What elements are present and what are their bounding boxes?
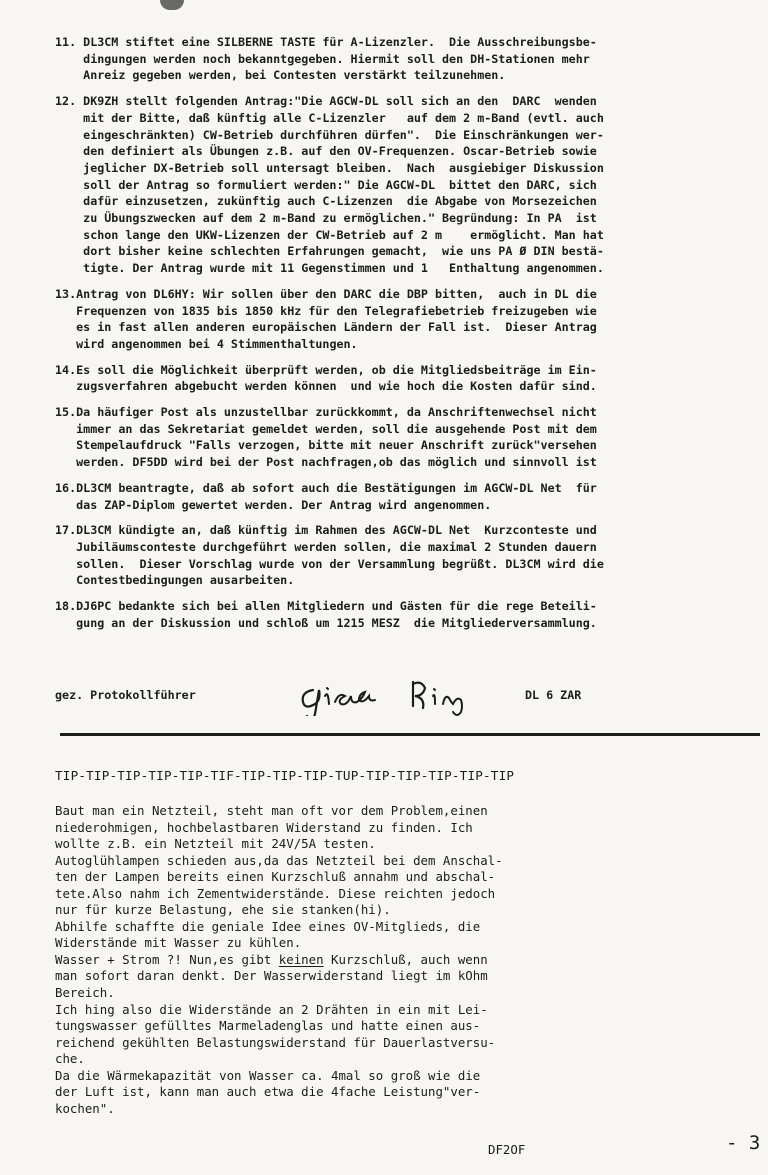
tip-text-line: Abhilfe schaffte die geniale Idee eines OV-Mitglieds, die [55,918,481,934]
protocol-item [55,522,737,589]
page-number: - 3 [726,1132,761,1154]
item-text-line: Contestbedingungen ausarbeiten. [76,573,295,588]
tip-text-line: Widerstände mit Wasser zu kühlen. [55,935,302,951]
item-text-line: Anreiz gegeben werden, bei Contesten verstärkt teilzunehmen. [83,68,506,83]
item-text-line: mit der Bitte, daß künftig alle C-Lizenzler auf dem 2 m-Band (evtl. auch [83,110,604,125]
tip-text-line: Ich hing also die Widerstände an 2 Drähten in ein mit Lei- [55,1001,488,1017]
item-text-line: es in fast allen anderen europäischen Ländern der Fall ist. Dieser Antrag [76,320,597,335]
item-text-line: dort bisher keine schlechten Erfahrungen gemacht, wie uns PA Ø DIN bestä- [83,244,604,259]
tip-text-fragment: Wasser + Strom ?! Nun,es gibt [55,951,279,967]
item-text-line: immer an das Sekretariat gemeldet werden, soll die ausgehende Post mit dem [76,421,597,436]
item-text-line: DJ6PC bedankte sich bei allen Mitgliedern und Gästen für die rege Beteili- [76,599,597,614]
item-number: 18. [55,599,77,614]
tip-text-line: niederohmigen, hochbelastbaren Widerstand zu finden. Ich [55,819,473,835]
signature-row [55,676,737,716]
item-text-line: Antrag von DL6HY: Wir sollen über den DARC die DBP bitten, auch in DL die [76,286,597,301]
tip-text-line: tete.Also nahm ich Zementwiderstände. Diese reichten jedoch [55,885,496,901]
item-text-line: den definiert als Übungen z.B. auf den OV-Frequenzen. Oscar-Betrieb sowie [83,144,597,159]
tip-text-line: man sofort daran denkt. Der Wasserwiderstand liegt im kOhm [55,968,488,984]
underlined-word: keinen [278,951,324,967]
article-author: DF2OF [488,1142,526,1157]
tip-text-line: Da die Wärmekapazität von Wasser ca. 4mal so groß wie die [55,1067,481,1083]
item-number: 14. [55,362,77,377]
tip-text-line: Autoglühlampen schieden aus,da das Netzteil bei dem Anschal- [55,852,503,868]
item-text-line: das ZAP-Diplom gewertet werden. Der Antrag wird angenommen. [76,497,492,512]
tip-text-line: wollte z.B. ein Netzteil mit 24V/5A testen. [55,836,376,852]
signature-callsign: DL 6 ZAR [525,688,582,702]
protocol-item [55,480,737,513]
protocol-item [55,286,737,353]
protocol-item [55,362,737,395]
item-text-line: zu Übungszwecken auf dem 2 m-Band zu ermöglichen." Begründung: In PA ist [83,211,597,226]
tip-text-line: kochen". [55,1100,115,1116]
tip-text-line: Baut man ein Netzteil, steht man oft vor dem Problem,einen [55,803,488,818]
item-text-line: werden. DF5DD wird bei der Post nachfragen,ob das möglich und sinnvoll ist [76,455,597,470]
item-text-line: Da häufiger Post als unzustellbar zurückkommt, da Anschriftenwechsel nicht [76,405,597,420]
item-text-line: tigte. Der Antrag wurde mit 11 Gegenstimmen und 1 Enthaltung angenommen. [83,261,604,276]
tip-header: TIP-TIP-TIP-TIP-TIP-TIF-TIP-TIP-TIP-TUP-TIP-TIP-TIP-TIP-TIP [55,768,515,783]
item-text-line: gung an der Diskussion und schloß um 1215 MESZ die Mitgliederversammlung. [76,615,597,630]
tip-text-line: nur für kurze Belastung, ehe sie stanken(hi). [55,902,391,918]
item-text-line: dingungen werden noch bekanntgegeben. Hiermit soll den DH-Stationen mehr [83,51,590,66]
item-text-line: Es soll die Möglichkeit überprüft werden, ob die Mitgliedsbeiträge im Ein- [76,362,597,377]
tip-text-fragment: Kurzschluß, auch wenn [323,951,488,967]
tip-article [55,803,695,1117]
tip-text-line: che. [55,1051,85,1067]
item-text-line: DK9ZH stellt folgenden Antrag:"Die AGCW-DL soll sich an den DARC wenden [83,94,597,109]
item-text-line: schon lange den UKW-Lizenzen der CW-Betrieb auf 2 m ermöglicht. Man hat [83,227,604,242]
item-text-line: sollen. Dieser Vorschlag wurde von der Versammlung begrüßt. DL3CM wird die [76,556,604,571]
item-text-line: dafür einzusetzen, zukünftig auch C-Lizenzen die Abgabe von Morsezeichen [83,194,597,209]
item-text-line: Stempelaufdruck "Falls verzogen, bitte mit neuer Anschrift zurück"versehen [76,438,597,453]
tip-text-line: tungswasser gefülltes Marmeladenglas und hatte einen aus- [55,1018,481,1034]
protocol-item [55,404,737,471]
item-text-line: DL3CM stiftet eine SILBERNE TASTE für A-Lizenzler. Die Ausschreibungsbe- [83,35,597,49]
item-number: 15. [55,405,77,420]
tip-text-line: Bereich. [55,985,115,1001]
item-text-line: zugsverfahren abgebucht werden können und wie hoch die Kosten dafür sind. [76,379,597,394]
tip-text-line: ten der Lampen bereits einen Kurzschluß annahm und abschal- [55,869,496,885]
ink-blot [160,0,184,10]
item-text-line: Frequenzen von 1835 bis 1850 kHz für den Telegrafiebetrieb freizugeben wie [76,303,597,318]
handwritten-signature [295,676,515,716]
item-number: 13. [55,286,77,301]
item-number: 17. [55,523,77,538]
protocol-item [55,34,737,84]
item-number: 12. [55,94,84,109]
tip-text-line: reichend gekühlten Belastungswiderstand für Dauerlastversu- [55,1034,496,1050]
section-divider [60,733,760,736]
item-text-line: soll der Antrag so formuliert werden:" Die AGCW-DL bittet den DARC, sich [83,177,597,192]
item-number: 11. [55,35,84,49]
tip-text-line: der Luft ist, kann man auch etwa die 4fache Leistung"ver- [55,1084,481,1100]
item-text-line: DL3CM kündigte an, daß künftig im Rahmen des AGCW-DL Net Kurzconteste und [76,523,597,538]
item-number: 16. [55,480,77,495]
item-text-line: Jubiläumsconteste durchgeführt werden sollen, die maximal 2 Stunden dauern [76,539,597,554]
tip-text-line [55,952,695,969]
item-text-line: eingeschränkten) CW-Betrieb durchführen dürfen". Die Einschränkungen wer- [83,127,604,142]
protocol-item [55,93,737,277]
protocol-item [55,598,737,631]
item-text-line: wird angenommen bei 4 Stimmenthaltungen. [76,336,358,351]
protocol-items [55,34,737,641]
signature-label: gez. Protokollführer [55,688,196,702]
item-text-line: DL3CM beantragte, daß ab sofort auch die Bestätigungen im AGCW-DL Net für [76,480,597,495]
item-text-line: jeglicher DX-Betrieb soll untersagt bleiben. Nach ausgiebiger Diskussion [83,160,604,175]
